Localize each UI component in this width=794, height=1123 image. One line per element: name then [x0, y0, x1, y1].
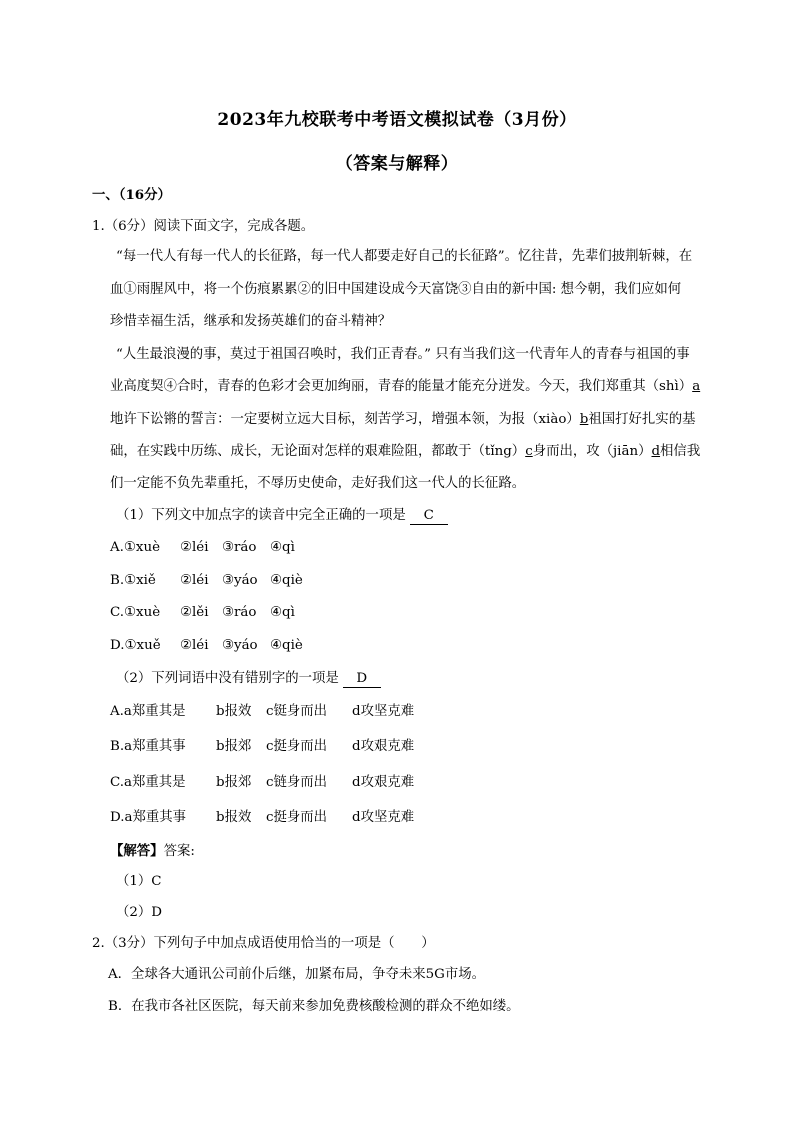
- option-label: A.a郑重其是: [110, 704, 186, 719]
- answer-tag: 【解答】: [110, 843, 164, 859]
- question-2-stem: 2.（3分）下列句子中加点成语使用恰当的一项是（ ）: [92, 936, 435, 951]
- option-label: D.a郑重其事: [110, 810, 187, 825]
- option-row: [110, 636, 303, 656]
- option-item: ②léi: [180, 638, 209, 653]
- option-item: b报郊: [216, 775, 252, 790]
- option-item: c铤身而出: [266, 704, 328, 719]
- passage-line: “人生最浪漫的事，莫过于祖国召唤时，我们正青春。” 只有当我们这一代青年人的青春与祖国的事: [116, 347, 690, 362]
- blank-marker-b: b: [579, 412, 589, 427]
- option-item: ②léi: [180, 540, 209, 555]
- option-item: d攻艰克难: [352, 775, 415, 790]
- option-row: [110, 702, 414, 722]
- option-item: ②lěi: [180, 605, 209, 620]
- blank-marker-a: a: [692, 379, 701, 394]
- sub-question-1: [116, 506, 448, 526]
- option-item: ③ráo: [222, 540, 257, 555]
- option-row: [110, 808, 414, 828]
- option-label: C.a郑重其是: [110, 775, 186, 790]
- page-subtitle: （答案与解释）: [335, 154, 459, 174]
- answer-heading: [110, 841, 195, 862]
- option-label: B.a郑重其事: [110, 739, 186, 754]
- passage-line: 们一定能不负先辈重托，不辱历史使命，走好我们这一代人的长征路。: [110, 476, 526, 491]
- question-1-stem: 1.（6分）阅读下面文字，完成各题。: [92, 219, 315, 234]
- passage-text: 础，在实践中历练、成长，无论面对怎样的艰难险阻，都敢于（tǐng）: [110, 444, 526, 459]
- option-row: [110, 603, 295, 623]
- answer-blank: D: [343, 671, 381, 688]
- sub-question-text: （2）下列词语中没有错别字的一项是: [116, 671, 339, 686]
- option-row: [110, 773, 414, 793]
- option-item: ④qì: [270, 605, 295, 620]
- option-item: ③yáo: [222, 573, 258, 588]
- option-item: ④qì: [270, 540, 295, 555]
- option-row: B．在我市各社区医院，每天前来参加免费核酸检测的群众不绝如缕。: [108, 999, 520, 1014]
- option-row: [110, 737, 414, 757]
- passage-line: [110, 410, 695, 430]
- passage-text: 祖国打好扎实的基: [588, 412, 696, 427]
- answer-blank: C: [410, 508, 448, 525]
- option-item: d攻坚克难: [352, 704, 415, 719]
- option-item: c挺身而出: [266, 810, 328, 825]
- sub-question-2: [116, 669, 381, 689]
- option-label: B.①xiě: [110, 573, 156, 588]
- option-row: [110, 571, 303, 591]
- option-item: d攻艰克难: [352, 739, 415, 754]
- answer-line: （1）C: [116, 874, 162, 889]
- passage-line: “每一代人有每一代人的长征路，每一代人都要走好自己的长征路”。忆往昔，先辈们披荆斩棘，在: [116, 249, 693, 264]
- passage-text: 地许下讼锵的誓言：一定要树立远大目标，刻苦学习，增强本领，为报（xiào）: [110, 412, 580, 427]
- option-item: c链身而出: [266, 775, 328, 790]
- option-label: C.①xuè: [110, 605, 161, 620]
- answer-label: 答案:: [163, 844, 195, 859]
- passage-line: 珍惜幸福生活，继承和发扬英雄们的奋斗精神？: [110, 314, 392, 329]
- section-heading: 一、（16分）: [92, 187, 171, 203]
- option-row: [110, 538, 295, 558]
- passage-text: 相信我: [660, 444, 701, 459]
- passage-text: 业高度契④合时，青春的色彩才会更加绚丽，青春的能量才能充分迸发。今天，我们郑重其（shì）: [110, 379, 693, 394]
- option-item: b报郊: [216, 739, 252, 754]
- passage-line: 血①雨腥风中，将一个伤痕累累②的旧中国建设成今天富饶③自由的新中国: 想今朝，我们应如何: [110, 282, 682, 297]
- option-item: b报效: [216, 704, 252, 719]
- option-item: ④qiè: [270, 573, 303, 588]
- sub-question-text: （1）下列文中加点字的读音中完全正确的一项是: [116, 508, 406, 523]
- passage-text: 身而出，攻（jiān）: [532, 444, 652, 459]
- passage-line: [110, 377, 700, 397]
- blank-marker-c: c: [525, 444, 533, 459]
- blank-marker-d: d: [651, 444, 661, 459]
- option-item: ④qiè: [270, 638, 303, 653]
- option-label: A.①xuè: [110, 540, 161, 555]
- option-row: A．全球各大通讯公司前仆后继，加紧布局，争夺未来5G市场。: [108, 967, 486, 982]
- page-title: 2023年九校联考中考语文模拟试卷（3月份）: [217, 110, 577, 130]
- option-item: b报效: [216, 810, 252, 825]
- option-item: c挺身而出: [266, 739, 328, 754]
- option-item: ③ráo: [222, 605, 257, 620]
- answer-line: （2）D: [116, 905, 163, 920]
- passage-line: [110, 442, 700, 462]
- option-item: ③yáo: [222, 638, 258, 653]
- option-item: ②léi: [180, 573, 209, 588]
- option-item: d攻坚克难: [352, 810, 415, 825]
- option-label: D.①xuě: [110, 638, 161, 653]
